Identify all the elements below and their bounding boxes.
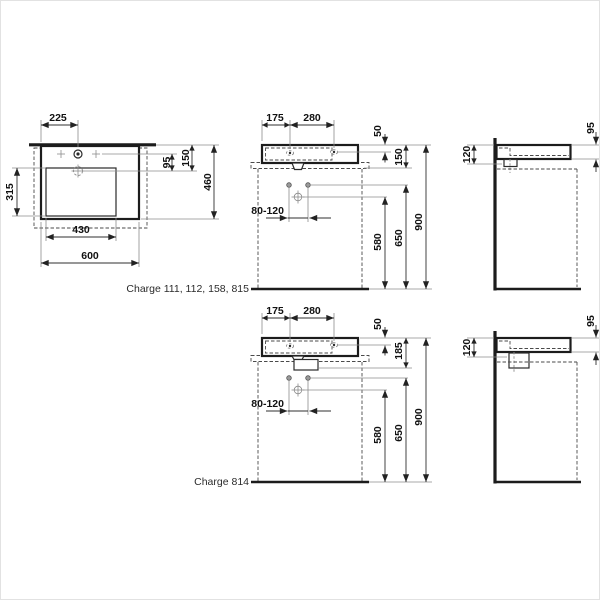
side-view-bottom — [461, 315, 599, 483]
waste-crosshair — [292, 191, 305, 204]
dim-fixing-height: 650 — [393, 424, 405, 442]
dim-tap-overflow: 280 — [303, 305, 321, 317]
dim-left-to-tap: 175 — [266, 112, 284, 124]
basin-profile — [497, 338, 571, 352]
fixing-bolt-right — [306, 183, 311, 188]
siphon-box — [509, 353, 529, 368]
dim-front-edge: 95 — [585, 315, 597, 327]
dim-total-depth: 460 — [202, 173, 214, 191]
front-bottom-dimensions — [251, 305, 432, 482]
dim-body-height: 120 — [461, 338, 473, 357]
dim-deck-drop: 50 — [372, 125, 384, 137]
front-view-top — [251, 112, 432, 289]
dim-fixing-height: 650 — [393, 229, 405, 247]
siphon-box — [294, 360, 318, 371]
plan-view — [4, 112, 219, 267]
dim-drain-range: 80-120 — [251, 205, 284, 217]
waste-crosshair — [292, 384, 305, 397]
dim-body-height: 120 — [461, 145, 473, 164]
dim-tap-overflow: 280 — [303, 112, 321, 124]
dim-tap-offset: 225 — [49, 112, 67, 124]
dim-overflow-offset: 150 — [180, 149, 192, 167]
dim-deck-drop: 50 — [372, 318, 384, 330]
dim-drain-range: 80-120 — [251, 398, 284, 410]
fixing-bolt-right — [306, 376, 311, 381]
washbasin-dimension-drawing — [1, 1, 599, 599]
fixing-bolt-left — [287, 376, 292, 381]
dim-total-width: 600 — [81, 250, 99, 262]
side-view-top — [461, 122, 599, 290]
dim-drain-height: 580 — [372, 426, 384, 444]
caption-variants-top: Charge 111, 112, 158, 815 — [126, 283, 249, 295]
dim-body-height: 150 — [393, 148, 405, 166]
dim-bowl-depth: 315 — [4, 183, 16, 201]
drain-outlet — [292, 163, 304, 170]
drain-fitting — [504, 160, 517, 167]
dim-tap-to-overflow: 95 — [161, 156, 173, 169]
front-top-dimensions — [251, 112, 432, 289]
dim-left-to-tap: 175 — [266, 305, 284, 317]
dim-bowl-width: 430 — [72, 224, 90, 236]
dim-drain-height: 580 — [372, 233, 384, 251]
fixing-bolt-left — [287, 183, 292, 188]
dim-body-height: 185 — [393, 342, 405, 360]
front-view-bottom — [251, 305, 432, 482]
basin-profile — [497, 145, 571, 159]
caption-variant-bottom: Charge 814 — [194, 476, 249, 488]
basin-outer-rim — [41, 146, 139, 219]
dim-rim-height: 900 — [413, 408, 425, 426]
dim-front-edge: 95 — [585, 122, 597, 134]
dim-rim-height: 900 — [413, 213, 425, 231]
